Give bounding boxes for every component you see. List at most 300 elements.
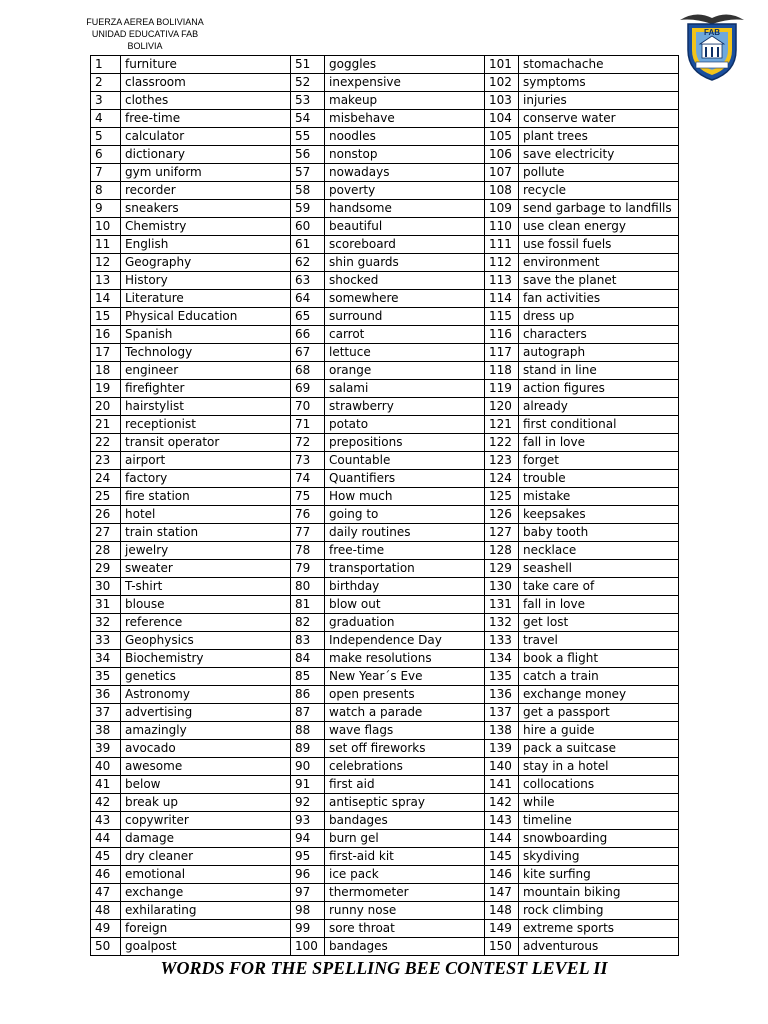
word-number: 32: [91, 614, 121, 632]
word-cell: save the planet: [519, 272, 679, 290]
word-number: 95: [291, 848, 325, 866]
word-cell: antiseptic spray: [325, 794, 485, 812]
word-cell: pollute: [519, 164, 679, 182]
table-row: [91, 218, 679, 236]
word-cell: dress up: [519, 308, 679, 326]
word-cell: environment: [519, 254, 679, 272]
word-cell: send garbage to landfills: [519, 200, 679, 218]
word-number: 136: [485, 686, 519, 704]
word-number: 75: [291, 488, 325, 506]
word-cell: clothes: [121, 92, 291, 110]
word-number: 121: [485, 416, 519, 434]
word-cell: first conditional: [519, 416, 679, 434]
word-cell: emotional: [121, 866, 291, 884]
table-row: [91, 272, 679, 290]
word-cell: pack a suitcase: [519, 740, 679, 758]
table-row: [91, 578, 679, 596]
word-cell: Independence Day: [325, 632, 485, 650]
word-cell: How much: [325, 488, 485, 506]
word-number: 30: [91, 578, 121, 596]
word-cell: potato: [325, 416, 485, 434]
table-row: [91, 452, 679, 470]
word-number: 76: [291, 506, 325, 524]
word-cell: receptionist: [121, 416, 291, 434]
word-number: 88: [291, 722, 325, 740]
word-cell: bandages: [325, 938, 485, 956]
word-number: 97: [291, 884, 325, 902]
word-cell: set off fireworks: [325, 740, 485, 758]
word-number: 19: [91, 380, 121, 398]
word-cell: inexpensive: [325, 74, 485, 92]
word-cell: ice pack: [325, 866, 485, 884]
word-cell: action figures: [519, 380, 679, 398]
word-number: 77: [291, 524, 325, 542]
word-number: 148: [485, 902, 519, 920]
word-cell: scoreboard: [325, 236, 485, 254]
word-cell: Countable: [325, 452, 485, 470]
word-number: 123: [485, 452, 519, 470]
word-cell: New Year´s Eve: [325, 668, 485, 686]
word-cell: avocado: [121, 740, 291, 758]
word-number: 78: [291, 542, 325, 560]
word-number: 100: [291, 938, 325, 956]
word-cell: calculator: [121, 128, 291, 146]
word-cell: shin guards: [325, 254, 485, 272]
word-number: 47: [91, 884, 121, 902]
word-number: 130: [485, 578, 519, 596]
table-row: [91, 434, 679, 452]
word-number: 2: [91, 74, 121, 92]
word-number: 135: [485, 668, 519, 686]
word-number: 62: [291, 254, 325, 272]
word-number: 42: [91, 794, 121, 812]
table-row: [91, 866, 679, 884]
word-number: 102: [485, 74, 519, 92]
table-row: [91, 146, 679, 164]
word-number: 114: [485, 290, 519, 308]
word-cell: sneakers: [121, 200, 291, 218]
word-cell: blouse: [121, 596, 291, 614]
word-number: 57: [291, 164, 325, 182]
word-number: 146: [485, 866, 519, 884]
word-number: 149: [485, 920, 519, 938]
word-number: 8: [91, 182, 121, 200]
word-cell: conserve water: [519, 110, 679, 128]
table-row: [91, 902, 679, 920]
word-number: 43: [91, 812, 121, 830]
word-number: 11: [91, 236, 121, 254]
word-number: 87: [291, 704, 325, 722]
word-cell: airport: [121, 452, 291, 470]
word-number: 48: [91, 902, 121, 920]
word-number: 37: [91, 704, 121, 722]
word-cell: travel: [519, 632, 679, 650]
word-cell: mistake: [519, 488, 679, 506]
word-number: 110: [485, 218, 519, 236]
word-cell: use fossil fuels: [519, 236, 679, 254]
word-number: 119: [485, 380, 519, 398]
table-row: [91, 416, 679, 434]
word-number: 34: [91, 650, 121, 668]
word-cell: collocations: [519, 776, 679, 794]
word-cell: extreme sports: [519, 920, 679, 938]
word-number: 134: [485, 650, 519, 668]
word-number: 145: [485, 848, 519, 866]
word-number: 69: [291, 380, 325, 398]
word-number: 68: [291, 362, 325, 380]
word-number: 113: [485, 272, 519, 290]
word-number: 79: [291, 560, 325, 578]
word-cell: surround: [325, 308, 485, 326]
word-number: 23: [91, 452, 121, 470]
word-number: 65: [291, 308, 325, 326]
word-number: 80: [291, 578, 325, 596]
word-number: 4: [91, 110, 121, 128]
contest-title: WORDS FOR THE SPELLING BEE CONTEST LEVEL II: [160, 958, 608, 978]
word-cell: advertising: [121, 704, 291, 722]
word-number: 12: [91, 254, 121, 272]
word-cell: recorder: [121, 182, 291, 200]
word-cell: fire station: [121, 488, 291, 506]
word-cell: catch a train: [519, 668, 679, 686]
word-number: 56: [291, 146, 325, 164]
word-cell: prepositions: [325, 434, 485, 452]
word-number: 91: [291, 776, 325, 794]
table-row: [91, 758, 679, 776]
word-number: 99: [291, 920, 325, 938]
word-number: 140: [485, 758, 519, 776]
word-cell: handsome: [325, 200, 485, 218]
word-cell: goggles: [325, 56, 485, 74]
word-cell: keepsakes: [519, 506, 679, 524]
word-cell: History: [121, 272, 291, 290]
word-number: 52: [291, 74, 325, 92]
word-number: 74: [291, 470, 325, 488]
word-cell: celebrations: [325, 758, 485, 776]
word-cell: hire a guide: [519, 722, 679, 740]
word-cell: foreign: [121, 920, 291, 938]
word-cell: exchange money: [519, 686, 679, 704]
word-number: 45: [91, 848, 121, 866]
word-cell: sweater: [121, 560, 291, 578]
word-cell: jewelry: [121, 542, 291, 560]
word-cell: stomachache: [519, 56, 679, 74]
table-row: [91, 128, 679, 146]
word-cell: thermometer: [325, 884, 485, 902]
table-row: [91, 362, 679, 380]
spelling-word-table: [90, 55, 679, 956]
word-number: 15: [91, 308, 121, 326]
table-row: [91, 236, 679, 254]
word-number: 20: [91, 398, 121, 416]
word-number: 126: [485, 506, 519, 524]
word-cell: Quantifiers: [325, 470, 485, 488]
word-cell: Geography: [121, 254, 291, 272]
word-number: 16: [91, 326, 121, 344]
table-row: [91, 614, 679, 632]
table-row: [91, 92, 679, 110]
word-cell: Physical Education: [121, 308, 291, 326]
word-cell: somewhere: [325, 290, 485, 308]
table-row: [91, 794, 679, 812]
word-number: 84: [291, 650, 325, 668]
table-row: [91, 722, 679, 740]
word-number: 64: [291, 290, 325, 308]
table-row: [91, 398, 679, 416]
word-number: 36: [91, 686, 121, 704]
word-number: 66: [291, 326, 325, 344]
word-number: 150: [485, 938, 519, 956]
word-cell: gym uniform: [121, 164, 291, 182]
word-number: 10: [91, 218, 121, 236]
word-number: 21: [91, 416, 121, 434]
word-number: 117: [485, 344, 519, 362]
word-cell: symptoms: [519, 74, 679, 92]
word-number: 85: [291, 668, 325, 686]
word-cell: take care of: [519, 578, 679, 596]
word-number: 6: [91, 146, 121, 164]
word-number: 133: [485, 632, 519, 650]
word-cell: orange: [325, 362, 485, 380]
word-cell: autograph: [519, 344, 679, 362]
word-number: 86: [291, 686, 325, 704]
word-cell: exchange: [121, 884, 291, 902]
word-cell: Technology: [121, 344, 291, 362]
school-header: [80, 16, 210, 52]
table-row: [91, 776, 679, 794]
word-number: 108: [485, 182, 519, 200]
word-cell: open presents: [325, 686, 485, 704]
word-number: 7: [91, 164, 121, 182]
word-cell: awesome: [121, 758, 291, 776]
word-cell: first aid: [325, 776, 485, 794]
table-row: [91, 650, 679, 668]
word-number: 67: [291, 344, 325, 362]
word-cell: use clean energy: [519, 218, 679, 236]
word-cell: kite surfing: [519, 866, 679, 884]
word-number: 103: [485, 92, 519, 110]
table-row: [91, 542, 679, 560]
word-number: 14: [91, 290, 121, 308]
word-number: 61: [291, 236, 325, 254]
word-cell: furniture: [121, 56, 291, 74]
word-cell: salami: [325, 380, 485, 398]
word-number: 73: [291, 452, 325, 470]
word-number: 13: [91, 272, 121, 290]
word-cell: classroom: [121, 74, 291, 92]
header-line-2: UNIDAD EDUCATIVA FAB: [91, 29, 199, 39]
table-row: [91, 668, 679, 686]
word-cell: baby tooth: [519, 524, 679, 542]
word-cell: skydiving: [519, 848, 679, 866]
word-number: 129: [485, 560, 519, 578]
table-row: [91, 938, 679, 956]
word-cell: Literature: [121, 290, 291, 308]
word-number: 72: [291, 434, 325, 452]
word-cell: watch a parade: [325, 704, 485, 722]
word-cell: while: [519, 794, 679, 812]
table-row: [91, 380, 679, 398]
word-number: 104: [485, 110, 519, 128]
word-number: 109: [485, 200, 519, 218]
word-cell: blow out: [325, 596, 485, 614]
word-number: 49: [91, 920, 121, 938]
word-cell: make resolutions: [325, 650, 485, 668]
word-cell: below: [121, 776, 291, 794]
word-cell: exhilarating: [121, 902, 291, 920]
word-cell: wave flags: [325, 722, 485, 740]
word-cell: burn gel: [325, 830, 485, 848]
word-number: 132: [485, 614, 519, 632]
word-number: 120: [485, 398, 519, 416]
word-cell: free-time: [121, 110, 291, 128]
word-number: 125: [485, 488, 519, 506]
word-cell: Astronomy: [121, 686, 291, 704]
word-number: 35: [91, 668, 121, 686]
table-row: [91, 848, 679, 866]
table-row: [91, 290, 679, 308]
word-cell: nonstop: [325, 146, 485, 164]
word-cell: get lost: [519, 614, 679, 632]
word-cell: Biochemistry: [121, 650, 291, 668]
word-number: 138: [485, 722, 519, 740]
word-number: 105: [485, 128, 519, 146]
word-cell: noodles: [325, 128, 485, 146]
word-number: 24: [91, 470, 121, 488]
word-number: 58: [291, 182, 325, 200]
word-number: 82: [291, 614, 325, 632]
word-number: 128: [485, 542, 519, 560]
table-row: [91, 740, 679, 758]
word-number: 26: [91, 506, 121, 524]
word-number: 115: [485, 308, 519, 326]
word-cell: goalpost: [121, 938, 291, 956]
word-number: 92: [291, 794, 325, 812]
word-number: 54: [291, 110, 325, 128]
word-number: 137: [485, 704, 519, 722]
fab-emblem-icon: [678, 6, 746, 82]
word-number: 22: [91, 434, 121, 452]
word-number: 17: [91, 344, 121, 362]
word-cell: recycle: [519, 182, 679, 200]
word-number: 51: [291, 56, 325, 74]
word-cell: hotel: [121, 506, 291, 524]
word-cell: trouble: [519, 470, 679, 488]
table-row: [91, 182, 679, 200]
table-row: [91, 470, 679, 488]
word-number: 53: [291, 92, 325, 110]
word-cell: seashell: [519, 560, 679, 578]
word-cell: sore throat: [325, 920, 485, 938]
word-number: 107: [485, 164, 519, 182]
word-number: 1: [91, 56, 121, 74]
word-number: 101: [485, 56, 519, 74]
word-number: 89: [291, 740, 325, 758]
word-cell: save electricity: [519, 146, 679, 164]
word-cell: stay in a hotel: [519, 758, 679, 776]
table-row: [91, 74, 679, 92]
word-number: 50: [91, 938, 121, 956]
word-cell: bandages: [325, 812, 485, 830]
word-number: 44: [91, 830, 121, 848]
word-number: 112: [485, 254, 519, 272]
word-number: 5: [91, 128, 121, 146]
word-cell: nowadays: [325, 164, 485, 182]
word-number: 96: [291, 866, 325, 884]
word-cell: English: [121, 236, 291, 254]
word-cell: damage: [121, 830, 291, 848]
word-cell: adventurous: [519, 938, 679, 956]
word-cell: transit operator: [121, 434, 291, 452]
word-cell: firefighter: [121, 380, 291, 398]
word-cell: runny nose: [325, 902, 485, 920]
table-row: [91, 524, 679, 542]
word-cell: poverty: [325, 182, 485, 200]
word-number: 106: [485, 146, 519, 164]
word-number: 118: [485, 362, 519, 380]
word-number: 59: [291, 200, 325, 218]
word-cell: hairstylist: [121, 398, 291, 416]
word-cell: dictionary: [121, 146, 291, 164]
word-number: 83: [291, 632, 325, 650]
word-number: 142: [485, 794, 519, 812]
word-cell: Spanish: [121, 326, 291, 344]
word-cell: factory: [121, 470, 291, 488]
word-cell: fall in love: [519, 596, 679, 614]
table-row: [91, 884, 679, 902]
word-cell: get a passport: [519, 704, 679, 722]
word-number: 131: [485, 596, 519, 614]
word-cell: beautiful: [325, 218, 485, 236]
word-number: 40: [91, 758, 121, 776]
word-cell: snowboarding: [519, 830, 679, 848]
word-number: 25: [91, 488, 121, 506]
word-number: 116: [485, 326, 519, 344]
word-number: 39: [91, 740, 121, 758]
word-number: 111: [485, 236, 519, 254]
word-number: 71: [291, 416, 325, 434]
word-number: 31: [91, 596, 121, 614]
word-cell: transportation: [325, 560, 485, 578]
word-number: 81: [291, 596, 325, 614]
table-row: [91, 686, 679, 704]
word-number: 60: [291, 218, 325, 236]
word-cell: forget: [519, 452, 679, 470]
word-cell: T-shirt: [121, 578, 291, 596]
emblem-label: FAB: [704, 28, 720, 37]
word-number: 29: [91, 560, 121, 578]
word-cell: fall in love: [519, 434, 679, 452]
word-cell: train station: [121, 524, 291, 542]
word-number: 38: [91, 722, 121, 740]
word-cell: free-time: [325, 542, 485, 560]
word-cell: lettuce: [325, 344, 485, 362]
header-line-3: BOLIVIA: [127, 41, 163, 51]
word-number: 28: [91, 542, 121, 560]
word-number: 55: [291, 128, 325, 146]
word-number: 63: [291, 272, 325, 290]
word-cell: first-aid kit: [325, 848, 485, 866]
word-number: 33: [91, 632, 121, 650]
word-cell: necklace: [519, 542, 679, 560]
word-number: 41: [91, 776, 121, 794]
word-cell: engineer: [121, 362, 291, 380]
table-row: [91, 830, 679, 848]
word-cell: reference: [121, 614, 291, 632]
word-number: 70: [291, 398, 325, 416]
word-cell: rock climbing: [519, 902, 679, 920]
word-cell: going to: [325, 506, 485, 524]
